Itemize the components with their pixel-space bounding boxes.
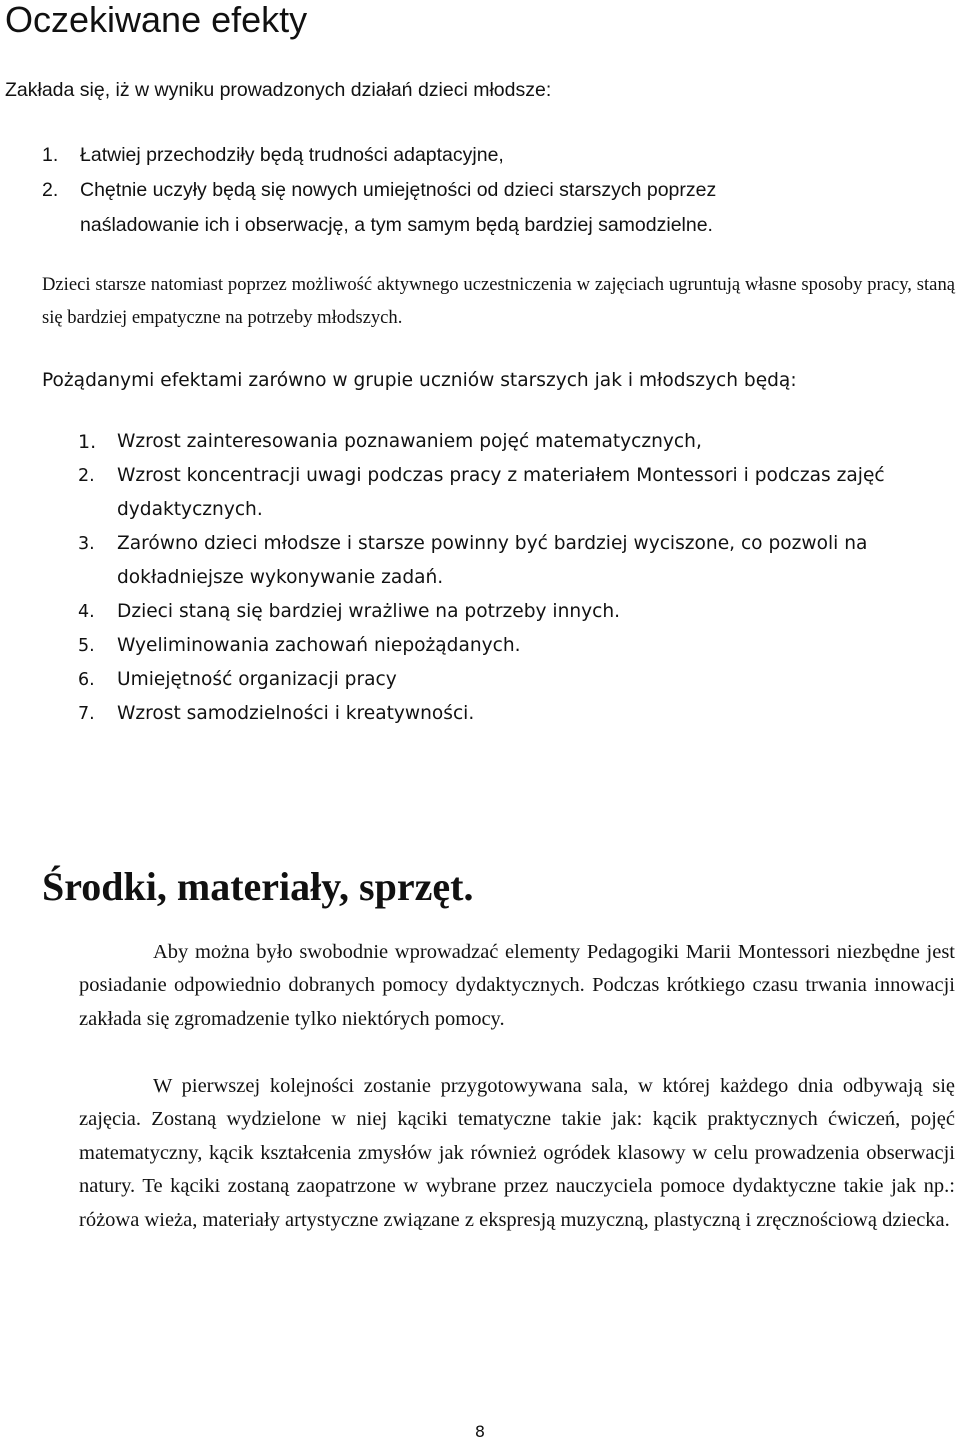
list-item-text: Wzrost koncentracji uwagi podczas pracy z materiałem Montessori i podczas zajęć: [117, 465, 885, 486]
list-item-number: 1.: [78, 431, 97, 453]
list-item-text: Zarówno dzieci młodsze i starsze powinny być bardziej wyciszone, co pozwoli na: [117, 533, 868, 554]
page-number: 8: [474, 1422, 486, 1441]
older-children-paragraph: Dzieci starsze natomiast poprzez możliwość aktywnego uczestniczenia w zajęciach ugruntują własne sposoby pracy, staną się bardziej empatyczne na potrzeby młodszych.: [42, 274, 955, 328]
list-item-number: 3.: [78, 534, 95, 554]
list-item-text: Dzieci staną się bardziej wrażliwe na potrzeby innych.: [117, 601, 621, 622]
list-item-text-continued: naśladowanie ich i obserwację, a tym samym będą bardziej samodzielne.: [80, 214, 713, 236]
section-heading-expected-effects: Oczekiwane efekty: [5, 0, 308, 40]
section-heading-means-materials: Środki, materiały, sprzęt.: [42, 864, 474, 909]
list-item-text: Umiejętność organizacji pracy: [117, 669, 397, 690]
list-item-text-continued: dydaktycznych.: [117, 499, 263, 520]
intro-text: Zakłada się, iż w wyniku prowadzonych działań dzieci młodsze:: [5, 79, 552, 101]
list-item-text: Wyeliminowania zachowań niepożądanych.: [117, 635, 521, 656]
list-item-number: 7.: [78, 704, 95, 724]
means-paragraph-1: Aby można było swobodnie wprowadzać elementy Pedagogiki Marii Montessori niezbędne jest posiadanie odpowiednio dobranych pomocy dydaktycznych. Podczas krótkiego czasu trwania innowacji zakłada się zgromadzenie tylko niektórych pomocy.: [79, 941, 955, 1030]
list-item-number: 5.: [78, 636, 95, 656]
list-item-number: 4.: [78, 602, 95, 622]
list-item-text: Chętnie uczyły będą się nowych umiejętności od dzieci starszych poprzez: [80, 179, 717, 201]
list-item-number: 1.: [42, 144, 59, 166]
list-item-number: 2.: [42, 179, 59, 201]
desired-effects-intro: Pożądanymi efektami zarówno w grupie uczniów starszych jak i młodszych będą:: [42, 370, 797, 391]
list-item-text-continued: dokładniejsze wykonywanie zadań.: [117, 567, 444, 588]
list-item-number: 2.: [78, 466, 95, 486]
list-item-text: Wzrost samodzielności i kreatywności.: [117, 703, 475, 724]
means-paragraph-2: W pierwszej kolejności zostanie przygotowywana sala, w której każdego dnia odbywają się zajęcia. Zostaną wydzielone w niej kąciki tematyczne takie jak: kącik praktycznych ćwiczeń, pojęć matematyczny, kącik kształcenia zmysłów jak również ogródek klasowy w celu prowadzenia obserwacji natury. Te kąciki zostaną zaopatrzone w wybrane przez nauczyciela pomoce dydaktyczne takie jak np.: różowa wieża, materiały artystyczne związane z ekspresją muzyczną, plastyczną i zręcznościową dziecka.: [79, 1075, 955, 1231]
list-item-number: 6.: [78, 670, 95, 690]
list-item-text: Łatwiej przechodziły będą trudności adaptacyjne,: [80, 144, 504, 166]
list-item-text: Wzrost zainteresowania poznawaniem pojęć matematycznych,: [117, 431, 702, 452]
